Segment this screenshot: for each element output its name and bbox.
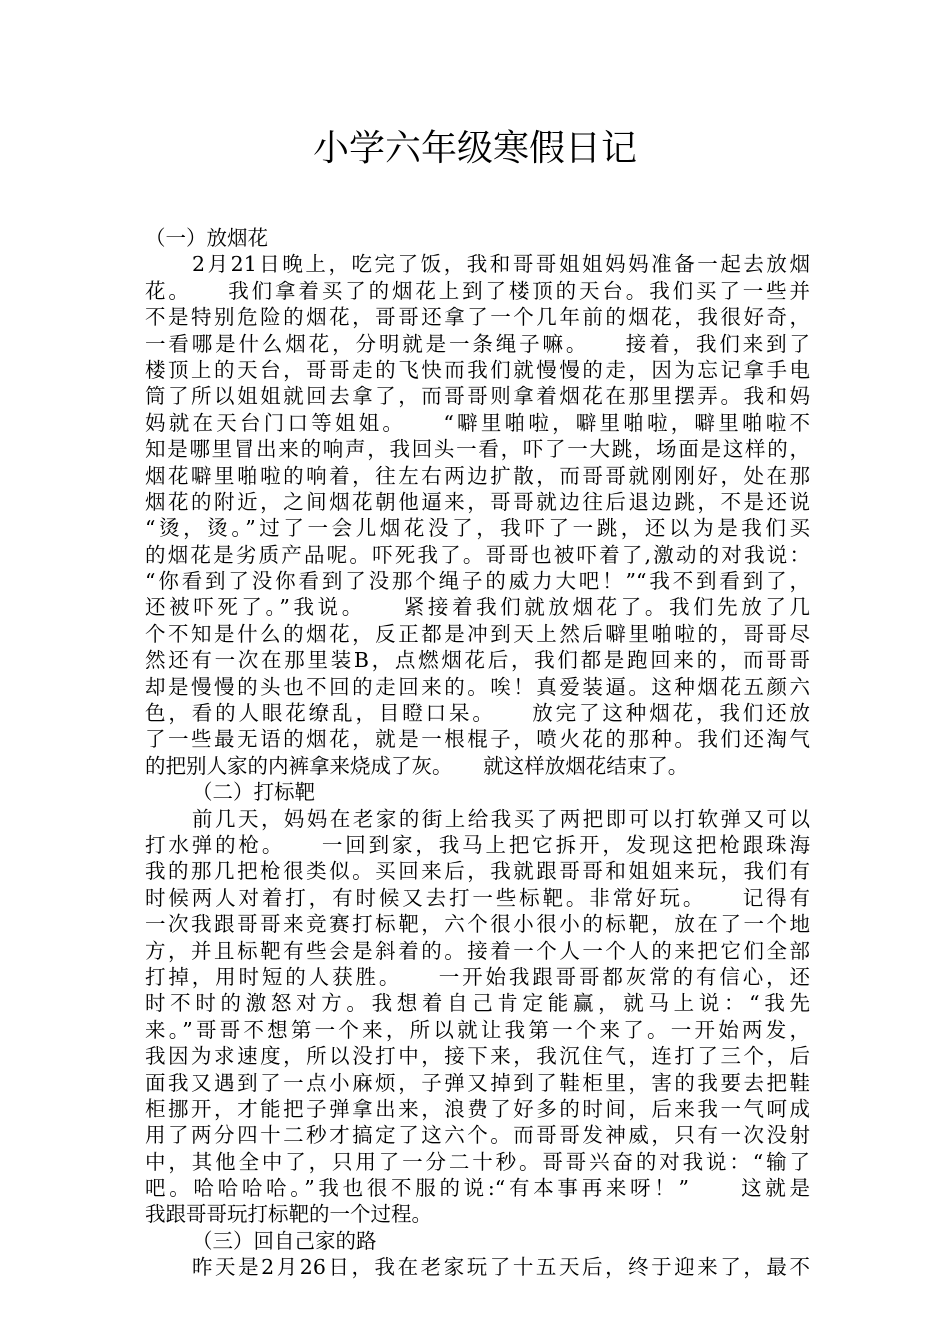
paragraph-last-line: 我跟哥哥玩打标靶的一个过程。: [145, 1202, 432, 1227]
text-line: 却是慢慢的头也不回的走回来的。唉！真爱装逼。这种烟花五颜六: [145, 674, 810, 699]
text-line: 一次我跟哥哥来竞赛打标靶，六个很小很小的标靶，放在了一个地: [145, 912, 810, 937]
paragraph-first-line: 2月21日晚上，吃完了饭，我和哥哥姐姐妈妈准备一起去放烟: [192, 252, 810, 277]
text-line: 烟花噼里啪啦的响着，往左右两边扩散，而哥哥就刚刚好，处在那: [145, 463, 810, 488]
text-line: 方，并且标靶有些会是斜着的。接着一个人一个人的来把它们全部: [145, 938, 810, 963]
section-heading: （一）放烟花: [145, 226, 268, 250]
text-line: 楼顶上的天台，哥哥走的飞快而我们就慢慢的走，因为忘记拿手电: [145, 357, 810, 382]
text-line: 然还有一次在那里装B，点燃烟花后，我们都是跑回来的，而哥哥: [145, 648, 810, 673]
text-line: 用了两分四十二秒才搞定了这六个。而哥哥发神威，只有一次没射: [145, 1123, 810, 1148]
document-title: 小学六年级寒假日记: [312, 128, 637, 169]
text-line: 了一些最无语的烟花，就是一根棍子，喷火花的那种。我们还淘气: [145, 727, 810, 752]
text-line: 时不时的激怒对方。我想着自己肯定能赢，就马上说：“我先: [145, 991, 810, 1016]
paragraph-first-line: 昨天是2月26日，我在老家玩了十五天后，终于迎来了，最不: [192, 1255, 810, 1280]
text-line: 中，其他全中了，只用了一分二十秒。哥哥兴奋的对我说：“输了: [145, 1149, 810, 1174]
text-line: “你看到了没你看到了没那个绳子的威力大吧！”“我不到看到了，: [145, 569, 810, 594]
document-body: [145, 225, 810, 1281]
text-line: 的烟花是劣质产品呢。吓死我了。哥哥也被吓着了,激动的对我说：: [145, 542, 810, 567]
text-line: 一看哪是什么烟花，分明就是一条绳子嘛。 接着，我们来到了: [145, 331, 810, 356]
text-line: 我因为求速度，所以没打中，接下来，我沉住气，连打了三个，后: [145, 1044, 810, 1069]
text-line: 不是特别危险的烟花，哥哥还拿了一个几年前的烟花，我很好奇，: [145, 305, 810, 330]
text-line: 色，看的人眼花缭乱，目瞪口呆。 放完了这种烟花，我们还放: [145, 701, 810, 726]
text-line: 花。 我们拿着买了的烟花上到了楼顶的天台。我们买了一些并: [145, 278, 810, 303]
text-line: 打掉，用时短的人获胜。 一开始我跟哥哥都灰常的有信心，还: [145, 964, 810, 989]
text-line: 妈就在天台门口等姐姐。 “噼里啪啦，噼里啪啦，噼里啪啦不: [145, 410, 810, 435]
text-line: 面我又遇到了一点小麻烦，子弹又掉到了鞋柜里，害的我要去把鞋: [145, 1070, 810, 1095]
text-line: 来。”哥哥不想第一个来，所以就让我第一个来了。一开始两发，: [145, 1017, 810, 1042]
text-line: 还被吓死了。”我说。 紧接着我们就放烟花了。我们先放了几: [145, 595, 810, 620]
text-line: “烫，烫。”过了一会儿烟花没了，我吓了一跳，还以为是我们买: [145, 516, 810, 541]
text-line: 个不知是什么的烟花，反正都是冲到天上然后噼里啪啦的，哥哥尽: [145, 621, 810, 646]
text-line: 筒了所以姐姐就回去拿了，而哥哥则拿着烟花在那里摆弄。我和妈: [145, 384, 810, 409]
section-heading: （二）打标靶: [192, 780, 315, 805]
section-heading: （三）回自己家的路: [192, 1228, 377, 1253]
text-line: 打水弹的枪。 一回到家，我马上把它拆开，发现这把枪跟珠海: [145, 832, 810, 857]
paragraph-first-line: 前几天，妈妈在老家的街上给我买了两把即可以打软弹又可以: [192, 806, 810, 831]
text-line: 烟花的附近，之间烟花朝他逼来，哥哥就边往后退边跳，不是还说: [145, 489, 810, 514]
text-line: 知是哪里冒出来的响声，我回头一看，吓了一大跳，场面是这样的，: [145, 437, 810, 462]
text-line: 我的那几把枪很类似。买回来后，我就跟哥哥和姐姐来玩，我们有: [145, 859, 810, 884]
text-line: 柜挪开，才能把子弹拿出来，浪费了好多的时间，后来我一气呵成: [145, 1096, 810, 1121]
paragraph-last-line: 的把别人家的内裤拿来烧成了灰。 就这样放烟花结束了。: [145, 753, 689, 778]
text-line: 吧。哈哈哈哈。”我也很不服的说:“有本事再来呀！” 这就是: [145, 1176, 810, 1201]
text-line: 时候两人对着打，有时候又去打一些标靶。非常好玩。 记得有: [145, 885, 810, 910]
